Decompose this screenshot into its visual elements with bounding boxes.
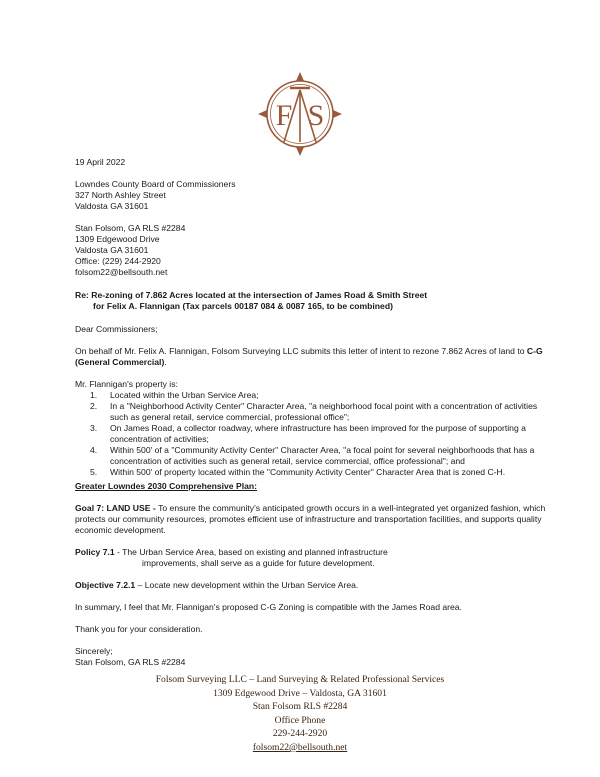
subject-line-1: Re: Re-zoning of 7.862 Acres located at the intersection of James Road & Smith Street bbox=[75, 290, 428, 300]
letter-date: 19 April 2022 bbox=[75, 157, 126, 167]
signature-name: Stan Folsom, GA RLS #2284 bbox=[75, 657, 186, 667]
letterhead-footer bbox=[0, 673, 600, 755]
property-intro: Mr. Flannigan's property is: bbox=[75, 379, 178, 389]
item-number: 1. bbox=[90, 390, 98, 400]
svg-text:S: S bbox=[307, 99, 325, 132]
list-item bbox=[75, 423, 537, 445]
sender-line: 1309 Edgewood Drive bbox=[75, 234, 160, 244]
item-text: such as general retail, service commercial, professional office"; bbox=[110, 412, 350, 422]
item-text: Located within the Urban Service Area; bbox=[110, 390, 259, 400]
zone-code: C-G bbox=[526, 346, 543, 356]
salutation: Dear Commissioners; bbox=[75, 324, 158, 334]
footer-email-link[interactable]: folsom22@bellsouth.net bbox=[252, 741, 348, 753]
policy-paragraph bbox=[75, 547, 388, 569]
recipient-address bbox=[75, 179, 236, 212]
sender-line: Valdosta GA 31601 bbox=[75, 245, 149, 255]
item-text: On James Road, a collector roadway, where infrastructure has been improved for the purpose of supporting a bbox=[110, 423, 526, 433]
list-item bbox=[75, 445, 537, 467]
zone-name: (General Commercial) bbox=[75, 357, 165, 367]
policy-text: - The Urban Service Area, based on existing and planned infrastructure bbox=[114, 547, 388, 557]
item-text: Within 500' of property located within the "Community Activity Center" Character Area that is zoned C-H. bbox=[110, 467, 506, 477]
policy-text: improvements, shall serve as a guide for future development. bbox=[142, 558, 375, 568]
sender-line: Office: (229) 244-2920 bbox=[75, 256, 161, 266]
company-logo bbox=[252, 72, 348, 156]
footer-line: Office Phone bbox=[274, 714, 326, 726]
goal-text: To ensure the community's anticipated growth occurs in a well-integrated yet organized fashion, which bbox=[158, 503, 546, 513]
intro-paragraph bbox=[75, 346, 543, 368]
plan-heading-text: Greater Lowndes 2030 Comprehensive Plan: bbox=[75, 481, 257, 491]
intro-end: . bbox=[164, 357, 167, 367]
sender-line: Stan Folsom, GA RLS #2284 bbox=[75, 223, 186, 233]
list-item bbox=[75, 390, 537, 401]
goal-text: economic development. bbox=[75, 525, 166, 535]
objective-text: – Locate new development within the Urban Service Area. bbox=[135, 580, 359, 590]
goal-label: Goal 7: LAND USE - bbox=[75, 503, 159, 513]
item-text: concentration of activities such as general retail, service commercial, office professional"; and bbox=[110, 456, 465, 466]
plan-heading bbox=[75, 481, 257, 492]
footer-line: Stan Folsom RLS #2284 bbox=[252, 701, 348, 713]
closing bbox=[75, 646, 185, 668]
item-text: concentration of activities; bbox=[110, 434, 209, 444]
item-number: 2. bbox=[90, 401, 98, 411]
svg-text:F: F bbox=[275, 99, 293, 132]
subject-line-2: for Felix A. Flannigan (Tax parcels 00187 084 & 0087 165, to be combined) bbox=[93, 301, 393, 311]
closing-text: Sincerely; bbox=[75, 646, 113, 656]
item-text: In a "Neighborhood Activity Center" Character Area, "a neighborhood focal point with a concentration of activities bbox=[110, 401, 538, 411]
subject-line bbox=[75, 290, 427, 312]
footer-line: 1309 Edgewood Drive – Valdosta, GA 31601 bbox=[213, 687, 387, 699]
objective-label: Objective 7.2.1 bbox=[75, 580, 136, 590]
footer-line: Folsom Surveying LLC – Land Surveying & Related Professional Services bbox=[155, 674, 445, 685]
footer-phone: 229-244-2920 bbox=[272, 728, 328, 740]
item-text: Within 500' of a "Community Activity Center" Character Area, "a focal point for several neighborhoods that has a bbox=[110, 445, 535, 455]
sender-email: folsom22@bellsouth.net bbox=[75, 267, 168, 277]
property-list bbox=[75, 390, 537, 478]
goal-paragraph bbox=[75, 503, 545, 536]
recipient-line: Valdosta GA 31601 bbox=[75, 201, 149, 211]
property-section bbox=[75, 379, 537, 478]
intro-text: On behalf of Mr. Felix A. Flannigan, Folsom Surveying LLC submits this letter of intent to rezone 7.862 Acres of land to bbox=[75, 346, 527, 356]
objective-paragraph bbox=[75, 580, 358, 591]
summary-paragraph: In summary, I feel that Mr. Flannigan's proposed C-G Zoning is compatible with the James Road area. bbox=[75, 602, 462, 612]
list-item bbox=[75, 467, 537, 478]
item-number: 3. bbox=[90, 423, 98, 433]
item-number: 4. bbox=[90, 445, 98, 455]
policy-label: Policy 7.1 bbox=[75, 547, 115, 557]
sender-address bbox=[75, 223, 185, 278]
thanks-paragraph: Thank you for your consideration. bbox=[75, 624, 203, 634]
recipient-line: 327 North Ashley Street bbox=[75, 190, 166, 200]
list-item bbox=[75, 401, 537, 423]
item-number: 5. bbox=[90, 467, 98, 477]
goal-text: protects our community resources, promotes efficient use of infrastructure and transportation facilities, and supports quality bbox=[75, 514, 542, 524]
recipient-line: Lowndes County Board of Commissioners bbox=[75, 179, 236, 189]
